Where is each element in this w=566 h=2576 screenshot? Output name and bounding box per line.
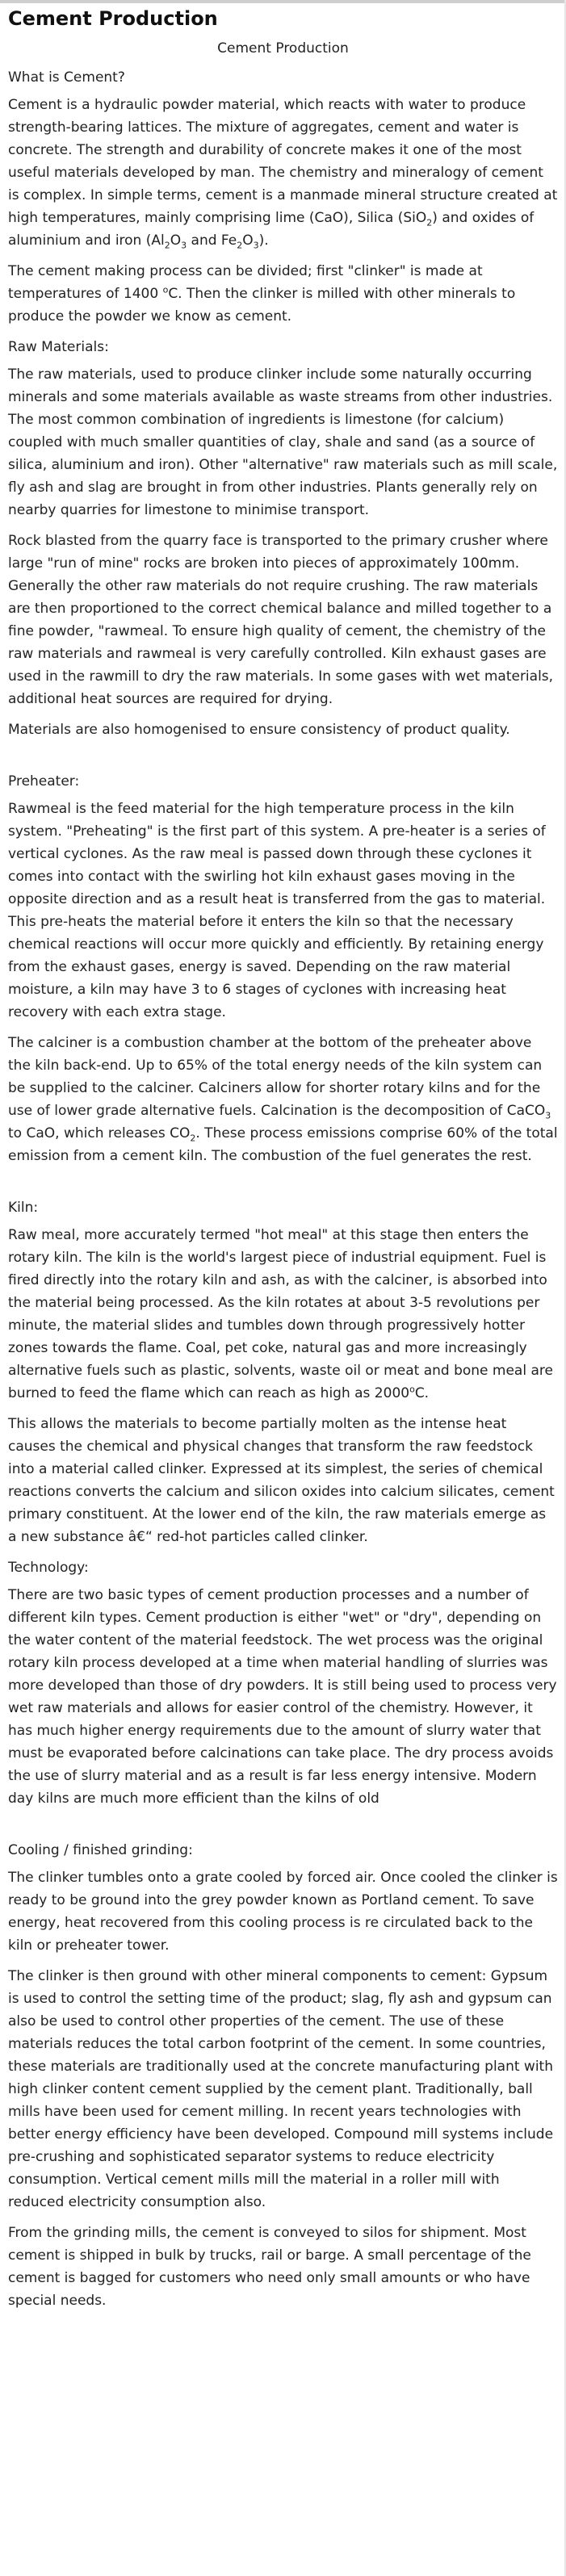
raw-paragraph-3: Materials are also homogenised to ensure consistency of product quality. — [8, 722, 510, 738]
what-paragraph-1: Cement is a hydraulic powder material, which reacts with water to produce strength-bearing lattices. The mixture of aggregates, cement and water is concrete. The strength and durability of concrete makes it one of the most useful materials developed by man. The chemistry and mineralogy of cement is complex. In simple terms, cement is a manmade mineral structure created at high temperatures, mainly comprising lime (CaO), Silica (SiO$_2$) and oxides of aluminium and iron ($Al_2O_3$ and $Fe_2O_3$). — [8, 97, 558, 251]
grinding-paragraph-2: The clinker is then ground with other mineral components to cement: Gypsum is used to control the setting time of the product; slag, fly ash and gypsum can also be used to control other properties of the cement. The use of these materials reduces the total carbon footprint of the cement. In some countries, these materials are traditionally used at the concrete manufacturing plant with high clinker content cement supplied by the cement plant. Traditionally, ball mills have been used for cement milling. In recent years technologies with better energy efficiency have been developed. Compound mill systems include pre-crushing and sophisticated separator systems to reduce electricity consumption. Vertical cement mills mill the material in a roller mill with reduced electricity consumption also. — [8, 1968, 554, 2210]
top-divider — [0, 0, 566, 3]
section-gap — [8, 1175, 558, 1196]
preheater-paragraph-2: The calciner is a combustion chamber at the bottom of the preheater above the kiln back-end. Up to 65% of the total energy needs of the kiln system can be supplied to the calciner. Calciners allow for shorter rotary kilns and for the use of lower grade alternative fuels. Calcination is the decomposition of CaCO$_3$ to CaO, which releases $CO_2$. These process emissions comprise 60% of the total emission from a cement kiln. The combustion of the fuel generates the rest. — [8, 1035, 558, 1164]
preheater-paragraph-1: Rawmeal is the feed material for the high temperature process in the kiln system. "Preheating" is the first part of this system. A pre-heater is a series of vertical cyclones. As the raw meal is passed down through these cyclones it comes into contact with the swirling hot kiln exhaust gases moving in the opposite direction and as a result heat is transferred from the gas to material. This pre-heats the material before it enters the kiln so that the necessary chemical reactions will occur more quickly and efficiently. By retaining energy from the exhaust gases, energy is saved. Depending on the raw material moisture, a kiln may have 3 to 6 stages of cyclones with increasing heat recovery with each extra stage. — [8, 801, 546, 1020]
section-heading-cooling-grinding: Cooling / finished grinding: — [8, 1842, 193, 1858]
section-heading-what-is-cement: What is Cement? — [8, 69, 125, 86]
section-heading-raw-materials: Raw Materials: — [8, 339, 109, 355]
page-title: Cement Production — [8, 7, 218, 30]
kiln-paragraph-2: This allows the materials to become partially molten as the intense heat causes the chemical and physical changes that transform the raw feedstock into a material called clinker. Expressed at its simplest, the series of chemical reactions converts the calcium and silicon oxides into calcium silicates, cement primary constituent. At the lower end of the kiln, the raw materials emerge as a new substance â€“ red-hot particles called clinker. — [8, 1416, 555, 1545]
what-paragraph-2: The cement making process can be divided; first "clinker" is made at temperatures of 1400 $^o$C. Then the clinker is milled with other minerals to produce the powder we know as cement. — [8, 263, 516, 325]
section-gap — [8, 1818, 558, 1839]
section-heading-kiln: Kiln: — [8, 1200, 39, 1216]
section-gap — [8, 749, 558, 770]
raw-paragraph-2: Rock blasted from the quarry face is transported to the primary crusher where large "run of mine" rocks are broken into pieces of approximately 100mm. Generally the other raw materials do not require crushing. The raw materials are then proportioned to the correct chemical balance and milled together to a fine powder, "rawmeal. To ensure high quality of cement, the chemistry of the raw materials and rawmeal is very carefully controlled. Kiln exhaust gases are used in the rawmill to dry the raw materials. In some gases with wet materials, additional heat sources are required for drying. — [8, 533, 554, 707]
page-subtitle: Cement Production — [217, 40, 349, 57]
raw-paragraph-1: The raw materials, used to produce clinker include some naturally occurring minerals and some materials available as waste streams from other industries. The most common combination of ingredients is limestone (for calcium) coupled with much smaller quantities of clay, shale and sand (as a source of silica, aluminium and iron). Other "alternative" raw materials such as mill scale, fly ash and slag are brought in from other industries. Plants generally rely on nearby quarries for limestone to minimise transport. — [8, 367, 558, 518]
grinding-paragraph-3: From the grinding mills, the cement is conveyed to silos for shipment. Most cement is shipped in bulk by trucks, rail or barge. A small percentage of the cement is bagged for customers who need only small amounts or who have special needs. — [8, 2225, 531, 2309]
grinding-paragraph-1: The clinker tumbles onto a grate cooled by forced air. Once cooled the clinker is ready to be ground into the grey powder known as Portland cement. To save energy, heat recovered from this cooling process is re circulated back to the kiln or preheater tower. — [8, 1870, 558, 1954]
technology-paragraph-1: There are two basic types of cement production processes and a number of different kiln types. Cement production is either "wet" or "dry", depending on the water content of the material feedstock. The wet process was the original rotary kiln process developed at a time when material handling of slurries was more developed than those of dry powders. It is still being used to process very wet raw materials and allows for easier control of the chemistry. However, it has much higher energy requirements due to the amount of slurry water that must be evaporated before calcinations can take place. The dry process avoids the use of slurry material and as a result is far less energy intensive. Modern day kilns are much more efficient than the kilns of old — [8, 1587, 557, 1807]
kiln-paragraph-1: Raw meal, more accurately termed "hot meal" at this stage then enters the rotary kiln. The kiln is the world's largest piece of industrial equipment. Fuel is fired directly into the rotary kiln and ash, as with the calciner, is absorbed into the material being processed. As the kiln rotates at about 3-5 revolutions per minute, the material slides and tumbles down through progressively hotter zones towards the flame. Coal, pet coke, natural gas and more increasingly alternative fuels such as plastic, solvents, waste oil or meat and bone meal are burned to feed the flame which can reach as high as 2000$^o$C. — [8, 1227, 553, 1401]
section-heading-technology: Technology: — [8, 1560, 89, 1576]
section-heading-preheater: Preheater: — [8, 773, 80, 790]
